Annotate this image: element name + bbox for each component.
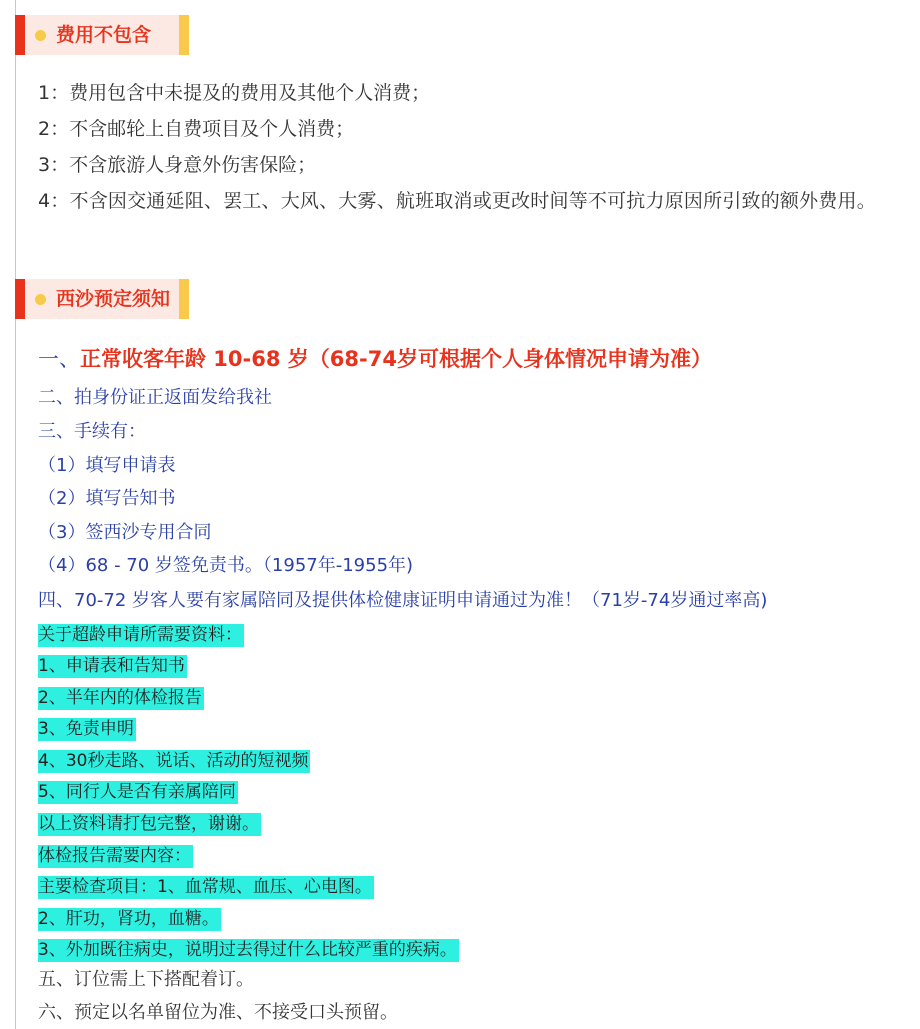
list-item: 3：不含旅游人身意外伤害保险； [38, 154, 317, 176]
list-item: 2：不含邮轮上自费项目及个人消费； [38, 118, 355, 140]
header-red-bar [15, 279, 25, 319]
bullet-dot-icon [35, 30, 46, 41]
age-70-72-note: 四、70-72 岁客人要有家属陪同及提供体检健康证明申请通过为准！（71岁-74岁通过率高) [38, 590, 768, 611]
procedure-item: （1）填写申请表 [38, 455, 176, 476]
procedure-item: （3）签西沙专用合同 [38, 522, 212, 543]
procedures-title: 三、手续有： [38, 421, 146, 442]
highlight-line: 5、同行人是否有亲属陪同 [38, 782, 236, 802]
highlight-line: 关于超龄申请所需要资料： [38, 625, 242, 645]
id-card-note: 二、拍身份证正返面发给我社 [38, 387, 272, 408]
age-rule [38, 343, 712, 373]
highlight-line: 3、免责申明 [38, 719, 134, 739]
highlight-line: 主要检查项目：1、血常规、血压、心电图。 [38, 877, 372, 897]
booking-match-note: 五、订位需上下搭配着订。 [38, 969, 254, 990]
age-rule-prefix: 一、 [38, 347, 80, 371]
highlight-line: 1、申请表和告知书 [38, 656, 185, 676]
highlight-line: 3、外加既往病史，说明过去得过什么比较严重的疾病。 [38, 940, 457, 960]
section-header-fees-excluded [15, 15, 189, 55]
procedure-item: （2）填写告知书 [38, 488, 176, 509]
list-item: 4：不含因交通延阻、罢工、大风、大雾、航班取消或更改时间等不可抗力原因所引致的额外费用。 [38, 190, 876, 212]
age-rule-text: 正常收客年龄 10-68 岁（68-74岁可根据个人身体情况申请为准） [80, 347, 712, 371]
highlight-line: 2、半年内的体检报告 [38, 688, 202, 708]
highlight-line: 以上资料请打包完整，谢谢。 [38, 814, 259, 834]
booking-list-note: 六、预定以名单留位为准、不接受口头预留。 [38, 1002, 398, 1023]
bullet-dot-icon [35, 294, 46, 305]
highlight-line: 4、30秒走路、说话、活动的短视频 [38, 751, 309, 771]
section-header-xisha-booking [15, 279, 189, 319]
section-title: 西沙预定须知 [56, 288, 171, 310]
highlight-line: 体检报告需要内容： [38, 846, 191, 866]
highlight-line: 2、肝功，肾功，血糖。 [38, 909, 219, 929]
header-red-bar [15, 15, 25, 55]
fees-excluded-list [38, 75, 898, 219]
left-border-line [15, 0, 16, 1029]
header-yellow-bar [179, 279, 189, 319]
header-yellow-bar [179, 15, 189, 55]
list-item: 1：费用包含中未提及的费用及其他个人消费； [38, 82, 431, 104]
procedure-item: （4）68 - 70 岁签免责书。（1957年-1955年) [38, 555, 414, 576]
section-title: 费用不包含 [56, 24, 152, 46]
